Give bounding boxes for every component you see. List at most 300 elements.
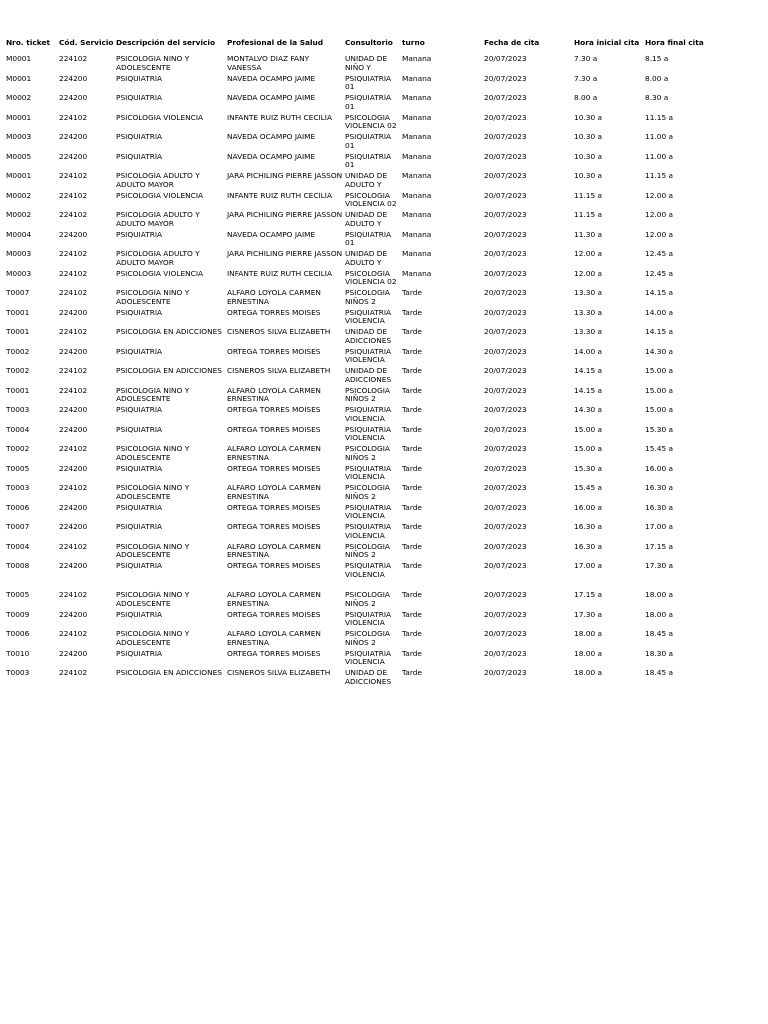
service-code-cell: 224102 xyxy=(59,367,88,375)
appointments-table xyxy=(4,38,764,689)
date-cell: 20/07/2023 xyxy=(484,445,527,453)
turno-cell: Tarde xyxy=(402,406,422,414)
header-end-time: Hora final cita xyxy=(645,38,704,47)
professional-cell: INFANTE RUIZ RUTH CECILIA xyxy=(227,113,333,122)
consultorio-cell: PSICOLOGIA NIÑOS 2 xyxy=(345,386,390,404)
consultorio-cell: PSIQUIATRIA VIOLENCIA xyxy=(345,610,392,628)
end-time-cell: 11.15 a xyxy=(645,113,674,122)
start-time-cell: 11.15 a xyxy=(574,191,603,200)
service-code-cell: 224200 xyxy=(59,523,88,531)
consultorio-cell: PSIQUIATRIA VIOLENCIA xyxy=(345,649,392,667)
date-cell: 20/07/2023 xyxy=(484,503,527,512)
date-cell: 20/07/2023 xyxy=(484,74,527,83)
date-cell: 20/07/2023 xyxy=(484,230,527,239)
service-description-cell: PSIQUIATRÍA xyxy=(116,464,163,473)
start-time-cell: 10.30 a xyxy=(574,133,603,141)
service-code-cell: 224200 xyxy=(59,649,88,658)
ticket-cell: T0002 xyxy=(6,347,30,356)
professional-cell: INFANTE RUIZ RUTH CECILIA xyxy=(227,191,333,200)
consultorio-cell: PSICOLOGIA NIÑOS 2 xyxy=(345,484,390,501)
service-description-cell: PSIQUIATRÍA xyxy=(116,610,163,619)
service-description-cell: PSICOLOGÍA ADULTO Y ADULTO MAYOR xyxy=(116,172,200,189)
ticket-cell: T0001 xyxy=(6,308,30,317)
professional-cell: ORTEGA TORRES MOISES xyxy=(227,610,321,619)
date-cell: 20/07/2023 xyxy=(484,152,527,161)
date-cell: 20/07/2023 xyxy=(484,523,527,531)
service-code-cell: 224102 xyxy=(59,113,88,122)
ticket-cell: M0001 xyxy=(6,74,32,83)
header-health-professional: Profesional de la Salud xyxy=(227,38,324,47)
ticket-cell: T0005 xyxy=(6,591,30,599)
header-service-description: Descripción del servicio xyxy=(116,38,216,47)
start-time-cell: 17.00 a xyxy=(574,562,603,570)
turno-cell: Tarde xyxy=(402,542,422,551)
table-row xyxy=(4,523,764,543)
end-time-cell: 11.00 a xyxy=(645,133,674,141)
service-code-cell: 224200 xyxy=(59,503,88,512)
start-time-cell: 15.00 a xyxy=(574,445,603,453)
service-description-cell: PSIQUIATRÍA xyxy=(116,133,163,141)
turno-cell: Manana xyxy=(402,269,432,278)
service-code-cell: 224200 xyxy=(59,562,88,570)
ticket-cell: T0006 xyxy=(6,630,30,638)
service-description-cell: PSICOLOGÍA NIÑO Y ADOLESCENTE xyxy=(116,55,190,72)
service-code-cell: 224102 xyxy=(59,250,88,258)
consultorio-cell: PSICOLOGIA NIÑOS 2 xyxy=(345,591,390,608)
start-time-cell: 15.00 a xyxy=(574,425,603,434)
service-description-cell: PSICOLOGÍA NIÑO Y ADOLESCENTE xyxy=(116,484,190,501)
consultorio-cell: PSICOLOGIA VIOLENCIA 02 xyxy=(345,191,397,209)
end-time-cell: 12.00 a xyxy=(645,230,674,239)
ticket-cell: M0003 xyxy=(6,133,32,141)
consultorio-cell: UNIDAD DE ADICCIONES xyxy=(345,669,392,686)
service-description-cell: PSIQUIATRÍA xyxy=(116,562,163,570)
consultorio-cell: PSIQUIATRIA VIOLENCIA xyxy=(345,464,392,482)
start-time-cell: 11.15 a xyxy=(574,211,603,219)
turno-cell: Tarde xyxy=(402,386,422,395)
ticket-cell: T0007 xyxy=(6,523,30,531)
consultorio-cell: PSIQUIATRIA VIOLENCIA xyxy=(345,562,392,579)
ticket-cell: M0001 xyxy=(6,55,32,63)
date-cell: 20/07/2023 xyxy=(484,289,527,297)
date-cell: 20/07/2023 xyxy=(484,649,527,658)
start-time-cell: 16.30 a xyxy=(574,542,603,551)
start-time-cell: 16.30 a xyxy=(574,523,603,531)
turno-cell: Manana xyxy=(402,55,432,63)
date-cell: 20/07/2023 xyxy=(484,406,527,414)
consultorio-cell: PSIQUIATRÍA 01 xyxy=(345,133,392,150)
consultorio-cell: PSIQUIATRIA VIOLENCIA xyxy=(345,523,392,540)
end-time-cell: 18.45 a xyxy=(645,630,674,638)
table-header-row xyxy=(4,38,764,55)
consultorio-cell: PSICOLOGIA NIÑOS 2 xyxy=(345,289,390,306)
professional-cell: ALFARO LOYOLA CARMEN ERNESTINA xyxy=(227,386,321,404)
service-code-cell: 224102 xyxy=(59,55,88,63)
start-time-cell: 18.00 a xyxy=(574,630,603,638)
consultorio-cell: UNIDAD DE ADICCIONES xyxy=(345,367,392,384)
end-time-cell: 12.00 a xyxy=(645,211,674,219)
table-row xyxy=(4,504,764,524)
end-time-cell: 15.30 a xyxy=(645,425,674,434)
consultorio-cell: PSIQUIATRÍA 01 xyxy=(345,152,392,170)
service-code-cell: 224102 xyxy=(59,289,88,297)
service-description-cell: PSIQUIATRÍA xyxy=(116,74,163,83)
consultorio-cell: PSICOLOGIA NIÑOS 2 xyxy=(345,630,390,647)
ticket-cell: M0002 xyxy=(6,211,32,219)
service-description-cell: PSICOLOGÍA EN ADICCIONES xyxy=(116,367,222,375)
turno-cell: Tarde xyxy=(402,669,422,677)
ticket-cell: T0003 xyxy=(6,406,30,414)
table-row xyxy=(4,426,764,446)
table-row xyxy=(4,309,764,329)
professional-cell: NAVEDA OCAMPO JAIME xyxy=(227,133,316,141)
table-row xyxy=(4,445,764,465)
end-time-cell: 15.00 a xyxy=(645,367,674,375)
end-time-cell: 12.45 a xyxy=(645,250,674,258)
turno-cell: Manana xyxy=(402,113,432,122)
consultorio-cell: UNIDAD DE ADULTO Y xyxy=(345,172,388,189)
end-time-cell: 18.00 a xyxy=(645,610,674,619)
ticket-cell: T0001 xyxy=(6,328,30,336)
ticket-cell: M0001 xyxy=(6,113,32,122)
end-time-cell: 15.45 a xyxy=(645,445,674,453)
service-description-cell: PSIQUIATRÍA xyxy=(116,94,163,102)
start-time-cell: 14.30 a xyxy=(574,406,603,414)
service-description-cell: PSIQUIATRÍA xyxy=(116,347,163,356)
ticket-cell: T0008 xyxy=(6,562,30,570)
date-cell: 20/07/2023 xyxy=(484,464,527,473)
professional-cell: JARA PICHILING PIERRE JASSON xyxy=(227,172,343,180)
professional-cell: ORTEGA TORRES MOISES xyxy=(227,503,321,512)
service-description-cell: PSIQUIATRÍA xyxy=(116,152,163,161)
service-description-cell: PSICOLOGÍA EN ADICCIONES xyxy=(116,328,222,336)
service-description-cell: PSICOLOGÍA NIÑO Y ADOLESCENTE xyxy=(116,386,190,404)
service-description-cell: PSICOLOGÍA NIÑO Y ADOLESCENTE xyxy=(116,542,190,560)
ticket-cell: M0002 xyxy=(6,94,32,102)
ticket-cell: T0007 xyxy=(6,289,30,297)
start-time-cell: 12.00 a xyxy=(574,250,603,258)
end-time-cell: 8.15 a xyxy=(645,55,669,63)
professional-cell: NAVEDA OCAMPO JAIME xyxy=(227,152,316,161)
service-description-cell: PSICOLOGÍA NIÑO Y ADOLESCENTE xyxy=(116,445,190,462)
end-time-cell: 12.45 a xyxy=(645,269,674,278)
turno-cell: Tarde xyxy=(402,308,422,317)
service-code-cell: 224200 xyxy=(59,610,88,619)
ticket-cell: T0003 xyxy=(6,484,30,492)
turno-cell: Tarde xyxy=(402,562,422,570)
start-time-cell: 10.30 a xyxy=(574,172,603,180)
header-start-time: Hora inicial cita xyxy=(574,38,640,47)
consultorio-cell: PSICOLOGIA NIÑOS 2 xyxy=(345,542,390,560)
table-row xyxy=(4,133,764,153)
professional-cell: ALFARO LOYOLA CARMEN ERNESTINA xyxy=(227,591,321,608)
date-cell: 20/07/2023 xyxy=(484,94,527,102)
ticket-cell: T0004 xyxy=(6,425,30,434)
service-description-cell: PSICOLOGÍA NIÑO Y ADOLESCENTE xyxy=(116,289,190,306)
service-description-cell: PSIQUIATRÍA xyxy=(116,425,163,434)
start-time-cell: 14.15 a xyxy=(574,367,603,375)
service-code-cell: 224200 xyxy=(59,308,88,317)
start-time-cell: 10.30 a xyxy=(574,113,603,122)
service-description-cell: PSICOLOGÍA EN ADICCIONES xyxy=(116,669,222,677)
start-time-cell: 13.30 a xyxy=(574,308,603,317)
table-row xyxy=(4,114,764,134)
consultorio-cell: PSICOLOGIA VIOLENCIA 02 xyxy=(345,113,397,131)
turno-cell: Tarde xyxy=(402,630,422,638)
turno-cell: Manana xyxy=(402,230,432,239)
start-time-cell: 7.30 a xyxy=(574,55,598,63)
turno-cell: Tarde xyxy=(402,523,422,531)
consultorio-cell: PSIQUIATRIA VIOLENCIA xyxy=(345,503,392,521)
service-description-cell: PSICOLOGÍA ADULTO Y ADULTO MAYOR xyxy=(116,250,200,267)
turno-cell: Manana xyxy=(402,172,432,180)
ticket-cell: T0001 xyxy=(6,386,30,395)
service-code-cell: 224102 xyxy=(59,191,88,200)
service-description-cell: PSIQUIATRÍA xyxy=(116,503,163,512)
table-row xyxy=(4,484,764,504)
date-cell: 20/07/2023 xyxy=(484,669,527,677)
end-time-cell: 18.00 a xyxy=(645,591,674,599)
ticket-cell: M0004 xyxy=(6,230,32,239)
service-description-cell: PSIQUIATRÍA xyxy=(116,308,163,317)
header-turno: turno xyxy=(402,38,425,47)
end-time-cell: 15.00 a xyxy=(645,406,674,414)
table-row xyxy=(4,172,764,192)
turno-cell: Tarde xyxy=(402,610,422,619)
service-code-cell: 224102 xyxy=(59,542,88,551)
service-description-cell: PSIQUIATRÍA xyxy=(116,523,163,531)
professional-cell: JARA PICHILING PIERRE JASSON xyxy=(227,211,343,219)
professional-cell: NAVEDA OCAMPO JAIME xyxy=(227,94,316,102)
end-time-cell: 14.15 a xyxy=(645,289,674,297)
table-row xyxy=(4,153,764,173)
date-cell: 20/07/2023 xyxy=(484,250,527,258)
professional-cell: ORTEGA TORRES MOISES xyxy=(227,523,321,531)
consultorio-cell: PSIQUIATRIA VIOLENCIA xyxy=(345,308,392,326)
table-row xyxy=(4,650,764,670)
start-time-cell: 14.00 a xyxy=(574,347,603,356)
start-time-cell: 11.30 a xyxy=(574,230,603,239)
service-code-cell: 224102 xyxy=(59,386,88,395)
start-time-cell: 12.00 a xyxy=(574,269,603,278)
table-row xyxy=(4,387,764,407)
table-row xyxy=(4,591,764,611)
consultorio-cell: PSIQUIATRIA VIOLENCIA xyxy=(345,425,392,443)
service-description-cell: PSIQUIATRÍA xyxy=(116,406,163,414)
service-code-cell: 224200 xyxy=(59,94,88,102)
date-cell: 20/07/2023 xyxy=(484,55,527,63)
ticket-cell: M0003 xyxy=(6,250,32,258)
service-code-cell: 224102 xyxy=(59,484,88,492)
service-code-cell: 224102 xyxy=(59,591,88,599)
professional-cell: ALFARO LOYOLA CARMEN ERNESTINA xyxy=(227,445,321,462)
professional-cell: CISNEROS SILVA ELIZABETH xyxy=(227,669,331,677)
professional-cell: CISNEROS SILVA ELIZABETH xyxy=(227,328,331,336)
service-code-cell: 224200 xyxy=(59,464,88,473)
date-cell: 20/07/2023 xyxy=(484,610,527,619)
ticket-cell: T0004 xyxy=(6,542,30,551)
consultorio-cell: UNIDAD DE ADULTO Y xyxy=(345,211,388,228)
start-time-cell: 17.30 a xyxy=(574,610,603,619)
date-cell: 20/07/2023 xyxy=(484,367,527,375)
date-cell: 20/07/2023 xyxy=(484,347,527,356)
table-row xyxy=(4,289,764,309)
header-appointment-date: Fecha de cita xyxy=(484,38,540,47)
service-description-cell: PSICOLOGIA VIOLENCIA xyxy=(116,113,204,122)
ticket-cell: T0005 xyxy=(6,464,30,473)
turno-cell: Manana xyxy=(402,74,432,83)
turno-cell: Manana xyxy=(402,152,432,161)
date-cell: 20/07/2023 xyxy=(484,425,527,434)
date-cell: 20/07/2023 xyxy=(484,172,527,180)
consultorio-cell: PSIQUIATRÍA 01 xyxy=(345,94,392,111)
end-time-cell: 14.00 a xyxy=(645,308,674,317)
ticket-cell: M0005 xyxy=(6,152,32,161)
consultorio-cell: PSICOLOGIA NIÑOS 2 xyxy=(345,445,390,462)
table-row xyxy=(4,406,764,426)
service-code-cell: 224200 xyxy=(59,425,88,434)
ticket-cell: T0002 xyxy=(6,367,30,375)
end-time-cell: 17.15 a xyxy=(645,542,674,551)
start-time-cell: 18.00 a xyxy=(574,649,603,658)
turno-cell: Manana xyxy=(402,191,432,200)
service-description-cell: PSICOLOGÍA NIÑO Y ADOLESCENTE xyxy=(116,630,190,647)
start-time-cell: 13.30 a xyxy=(574,289,603,297)
table-row xyxy=(4,192,764,212)
turno-cell: Tarde xyxy=(402,484,422,492)
service-description-cell: PSICOLOGIA VIOLENCIA xyxy=(116,269,204,278)
end-time-cell: 18.30 a xyxy=(645,649,674,658)
professional-cell: ALFARO LOYOLA CARMEN ERNESTINA xyxy=(227,289,321,306)
professional-cell: JARA PICHILING PIERRE JASSON xyxy=(227,250,343,258)
table-row xyxy=(4,562,764,591)
service-code-cell: 224200 xyxy=(59,152,88,161)
turno-cell: Tarde xyxy=(402,464,422,473)
professional-cell: MONTALVO DIAZ FANY VANESSA xyxy=(227,55,310,72)
date-cell: 20/07/2023 xyxy=(484,542,527,551)
service-code-cell: 224102 xyxy=(59,328,88,336)
service-code-cell: 224200 xyxy=(59,347,88,356)
turno-cell: Manana xyxy=(402,211,432,219)
date-cell: 20/07/2023 xyxy=(484,308,527,317)
end-time-cell: 11.00 a xyxy=(645,152,674,161)
ticket-cell: M0001 xyxy=(6,172,32,180)
start-time-cell: 8.00 a xyxy=(574,94,598,102)
ticket-cell: M0002 xyxy=(6,191,32,200)
start-time-cell: 15.30 a xyxy=(574,464,603,473)
professional-cell: ORTEGA TORRES MOISES xyxy=(227,562,321,570)
professional-cell: ORTEGA TORRES MOISES xyxy=(227,308,321,317)
date-cell: 20/07/2023 xyxy=(484,133,527,141)
turno-cell: Tarde xyxy=(402,445,422,453)
end-time-cell: 8.30 a xyxy=(645,94,669,102)
turno-cell: Tarde xyxy=(402,649,422,658)
service-code-cell: 224200 xyxy=(59,74,88,83)
date-cell: 20/07/2023 xyxy=(484,269,527,278)
table-row xyxy=(4,250,764,270)
start-time-cell: 18.00 a xyxy=(574,669,603,677)
consultorio-cell: UNIDAD DE NIÑO Y xyxy=(345,55,388,72)
turno-cell: Manana xyxy=(402,250,432,258)
ticket-cell: T0009 xyxy=(6,610,30,619)
professional-cell: INFANTE RUIZ RUTH CECILIA xyxy=(227,269,333,278)
service-description-cell: PSICOLOGIA VIOLENCIA xyxy=(116,191,204,200)
consultorio-cell: PSIQUIATRÍA 01 xyxy=(345,74,392,92)
start-time-cell: 15.45 a xyxy=(574,484,603,492)
table-row xyxy=(4,231,764,251)
start-time-cell: 16.00 a xyxy=(574,503,603,512)
turno-cell: Manana xyxy=(402,133,432,141)
table-row xyxy=(4,348,764,368)
service-description-cell: PSICOLOGÍA NIÑO Y ADOLESCENTE xyxy=(116,591,190,608)
table-row xyxy=(4,211,764,231)
date-cell: 20/07/2023 xyxy=(484,211,527,219)
start-time-cell: 7.30 a xyxy=(574,74,598,83)
professional-cell: ORTEGA TORRES MOISES xyxy=(227,425,321,434)
header-consultorio: Consultorio xyxy=(345,38,393,47)
service-code-cell: 224200 xyxy=(59,406,88,414)
table-row xyxy=(4,367,764,387)
table-row xyxy=(4,543,764,563)
consultorio-cell: UNIDAD DE ADULTO Y xyxy=(345,250,388,267)
table-row xyxy=(4,270,764,290)
consultorio-cell: PSIQUIATRIA VIOLENCIA xyxy=(345,406,392,423)
header-ticket: Nro. ticket xyxy=(6,38,50,47)
service-code-cell: 224102 xyxy=(59,269,88,278)
turno-cell: Tarde xyxy=(402,367,422,375)
ticket-cell: T0006 xyxy=(6,503,30,512)
header-service-code: Cód. Servicio xyxy=(59,38,114,47)
service-code-cell: 224102 xyxy=(59,211,88,219)
date-cell: 20/07/2023 xyxy=(484,562,527,570)
turno-cell: Manana xyxy=(402,94,432,102)
date-cell: 20/07/2023 xyxy=(484,630,527,638)
start-time-cell: 13.30 a xyxy=(574,328,603,336)
professional-cell: ORTEGA TORRES MOISES xyxy=(227,464,321,473)
end-time-cell: 14.15 a xyxy=(645,328,674,336)
table-row xyxy=(4,55,764,75)
date-cell: 20/07/2023 xyxy=(484,591,527,599)
end-time-cell: 14.30 a xyxy=(645,347,674,356)
end-time-cell: 8.00 a xyxy=(645,74,669,83)
table-row xyxy=(4,465,764,485)
end-time-cell: 11.15 a xyxy=(645,172,674,180)
end-time-cell: 17.00 a xyxy=(645,523,674,531)
table-row xyxy=(4,94,764,114)
turno-cell: Tarde xyxy=(402,591,422,599)
consultorio-cell: PSIQUIATRIA VIOLENCIA xyxy=(345,347,392,365)
professional-cell: ORTEGA TORRES MOISES xyxy=(227,649,321,658)
date-cell: 20/07/2023 xyxy=(484,484,527,492)
ticket-cell: T0003 xyxy=(6,669,30,677)
end-time-cell: 18.45 a xyxy=(645,669,674,677)
professional-cell: ALFARO LOYOLA CARMEN ERNESTINA xyxy=(227,542,321,560)
professional-cell: ORTEGA TORRES MOISES xyxy=(227,406,321,414)
ticket-cell: T0010 xyxy=(6,649,30,658)
service-description-cell: PSIQUIATRÍA xyxy=(116,230,163,239)
turno-cell: Tarde xyxy=(402,425,422,434)
professional-cell: ALFARO LOYOLA CARMEN ERNESTINA xyxy=(227,484,321,501)
service-description-cell: PSIQUIATRÍA xyxy=(116,649,163,658)
table-row xyxy=(4,630,764,650)
turno-cell: Tarde xyxy=(402,347,422,356)
ticket-cell: M0003 xyxy=(6,269,32,278)
ticket-cell: T0002 xyxy=(6,445,30,453)
end-time-cell: 15.00 a xyxy=(645,386,674,395)
start-time-cell: 17.15 a xyxy=(574,591,603,599)
table-row xyxy=(4,611,764,631)
turno-cell: Tarde xyxy=(402,328,422,336)
